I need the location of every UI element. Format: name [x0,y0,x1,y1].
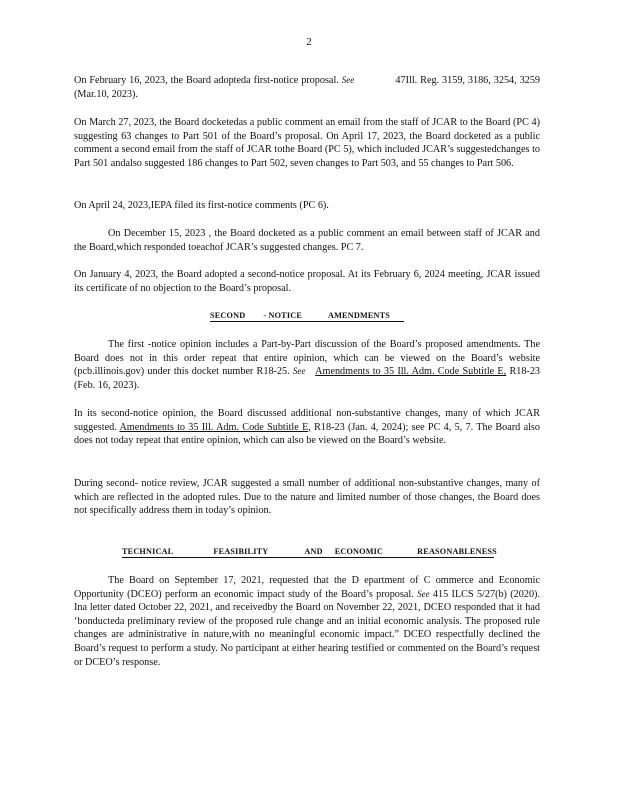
paragraph-text: R18-23 (Jan. 4, 2024); see PC 4, 5, 7. The Board also does not today repeat that entire opinion, which can also be viewed on the Board’s website. [74,421,540,447]
paragraph-december-email: On December 15, 2023 , the Board docketed as a public comment an email between staff of JCAR and the Board,which responded toeachof JCAR’s suggested changes. PC 7. [74,228,540,253]
paragraph-text: 415 ILCS 5/27(b) (2020). Ina letter dated October 22, 2021, and receivedby the Board on November 22, 2021, DCEO responded that it had ‘bonducteda preliminary review of the proposed rule change and an initial economic analysis. The proposed rule changes are administrative in nature,with no meaningful economic impact.” DCEO respectfully declined the Board’s request to perform a study. No participant at either hearing testified or commented on the Board’s request or DCEO’s response. [74,588,540,668]
paragraph-iepa-comments: On April 24, 2023,IEPA filed its first-notice comments (PC 6). [74,200,329,211]
paragraph-text: The Board on September 17, 2021, requested that the D epartment of C ommerce and Economic Opportunity (DCEO) perform an economic impact study of the Board’s proposal. [74,575,540,600]
paragraph-text: In its second-notice opinion, the Board discussed additional non-substantive changes, many of which JCAR suggested. [74,408,540,433]
paragraph-jcar-comments: On March 27, 2023, the Board docketedas a public comment an email from the staff of JCAR to the Board (PC 4) suggesting 63 changes to Part 501 of the Board’s proposal. On April 17, 2023, the Board docketed as a public comment a second email from the staff of JCAR tothe Board (PC 5), which included JCAR’s suggestedchanges to Part 501 andalso suggested 186 changes to Part 502, seven changes to Part 503, and 55 changes to Part 506. [74,117,540,169]
case-citation-link: Amendments to 35 Ill. Adm. Code Subtitle E, [119,421,311,433]
see-signal: See [292,366,306,377]
paragraph-text: On February 16, 2023, the Board adopteda first-notice proposal. [74,75,342,86]
paragraph-economic-impact-study [74,574,540,669]
paragraph-second-notice: On January 4, 2023, the Board adopted a second-notice proposal. At its February 6, 2024 meeting, JCAR issued its certificate of no objection to the Board’s proposal. [74,269,540,294]
see-signal: See [417,588,430,599]
page-number: 2 [306,36,312,48]
heading-word: - NOTICE [263,311,303,320]
register-citation: 47Ill. Reg. 3159, 3186, 3254, 3259 (Mar.10, 2023). [74,75,541,100]
see-signal: See [341,75,355,85]
paragraph-second-notice-opinion [74,407,540,448]
heading-word: ECONOMIC [334,547,384,556]
heading-word: AMENDMENTS [328,311,391,320]
case-citation-link: Amendments to 35 Ill. Adm. Code Subtitle E, [315,366,507,378]
heading-word: REASONABLENESS [417,547,497,556]
heading-word: FEASIBILITY [213,547,269,556]
paragraph-first-notice-adoption [74,74,540,101]
section-heading-second-notice [210,310,404,322]
section-heading-technical-feasibility [122,546,497,558]
paragraph-first-notice-opinion [74,338,540,392]
heading-word: AND [304,547,323,556]
paragraph-text: R18-23 (Feb. 16, 2023). [74,366,541,391]
heading-word: TECHNICAL [122,547,174,556]
heading-word: SECOND [210,311,246,320]
paragraph-text: The first -notice opinion includes a Part-by-Part discussion of the Board’s proposed amendments. The Board does not in this order repeat that entire opinion, which can be viewed on the Board’s website (pcb.illinois.gov) under this docket number R18-25. [74,339,540,378]
paragraph-second-notice-review: During second- notice review, JCAR suggested a small number of additional non-substantive changes, many of which are reflected in the adopted rules. Due to the nature and limited number of those changes, the Board does not specifically address them in today’s opinion. [74,478,540,517]
